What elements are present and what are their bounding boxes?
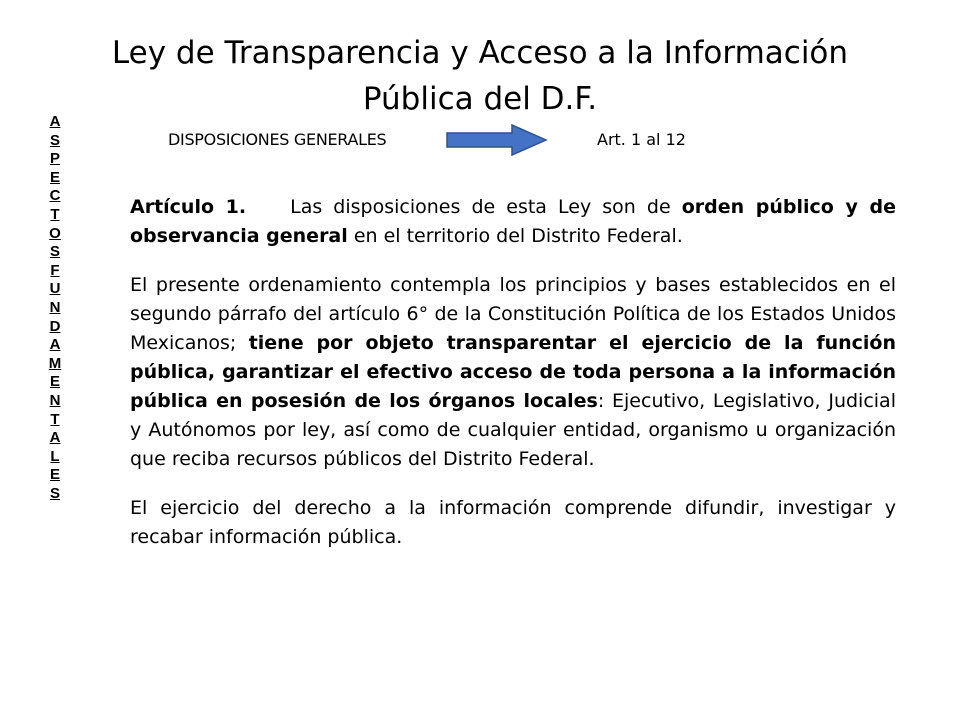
page-title [80,30,880,122]
vertical-letter: M [48,354,62,372]
paragraph-1-text-2: en el territorio del Distrito Federal. [347,225,683,247]
paragraph-3-text: El ejercicio del derecho a la información comprende difundir, investigar y recabar información pública. [130,497,896,548]
vertical-letter: U [49,280,61,298]
vertical-letter: S [49,484,60,502]
vertical-letter: S [49,243,60,261]
vertical-letter: E [49,466,60,484]
paragraph-3 [130,494,896,552]
vertical-letter: P [49,150,60,168]
vertical-letter: F [50,261,60,279]
paragraph-1 [130,193,896,251]
vertical-letter: T [50,410,60,428]
vertical-letter: A [49,113,61,130]
right-arrow-icon [446,124,548,156]
paragraph-2-bold: tiene por objeto transparentar el ejercicio de la función pública, garantizar el efectivo acceso de toda persona a la información pública en posesión de los órganos locales [130,332,896,412]
vertical-letter: N [49,391,61,409]
article-label: Artículo 1. [130,196,247,218]
paragraph-1-bold: orden público y de observancia general [130,196,896,247]
vertical-letter: S [49,131,60,149]
title-line-2: Pública del D.F. [362,81,598,117]
vertical-letter: T [50,205,60,223]
title-line-1: Ley de Transparencia y Acceso a la Información [111,35,849,71]
vertical-letter: D [49,317,61,335]
vertical-heading-aspectos-fundamentales [40,113,70,503]
vertical-letter: L [50,447,60,465]
vertical-letter: A [49,336,61,354]
vertical-letter: A [49,429,61,447]
vertical-letter: O [49,224,61,242]
vertical-letter: E [49,373,60,391]
paragraph-2 [130,271,896,474]
article-range: Art. 1 al 12 [597,130,686,149]
section-label: DISPOSICIONES GENERALES [168,130,387,149]
article-body [130,193,896,572]
vertical-letter: E [49,168,60,186]
paragraph-1-text-1: Las disposiciones de esta Ley son de [290,196,682,218]
vertical-letter: C [49,187,61,205]
paragraph-2-text-1: El presente ordenamiento contempla los principios y bases establecidos en el segundo párrafo del artículo 6° de la Constitución Política de los Estados Unidos Mexicanos; [130,274,896,354]
vertical-letter: N [49,298,61,316]
paragraph-2-text-2: : Ejecutivo, Legislativo, Judicial y Autónomos por ley, así como de cualquier entidad, organismo u organización que reciba recursos públicos del Distrito Federal. [130,390,896,470]
